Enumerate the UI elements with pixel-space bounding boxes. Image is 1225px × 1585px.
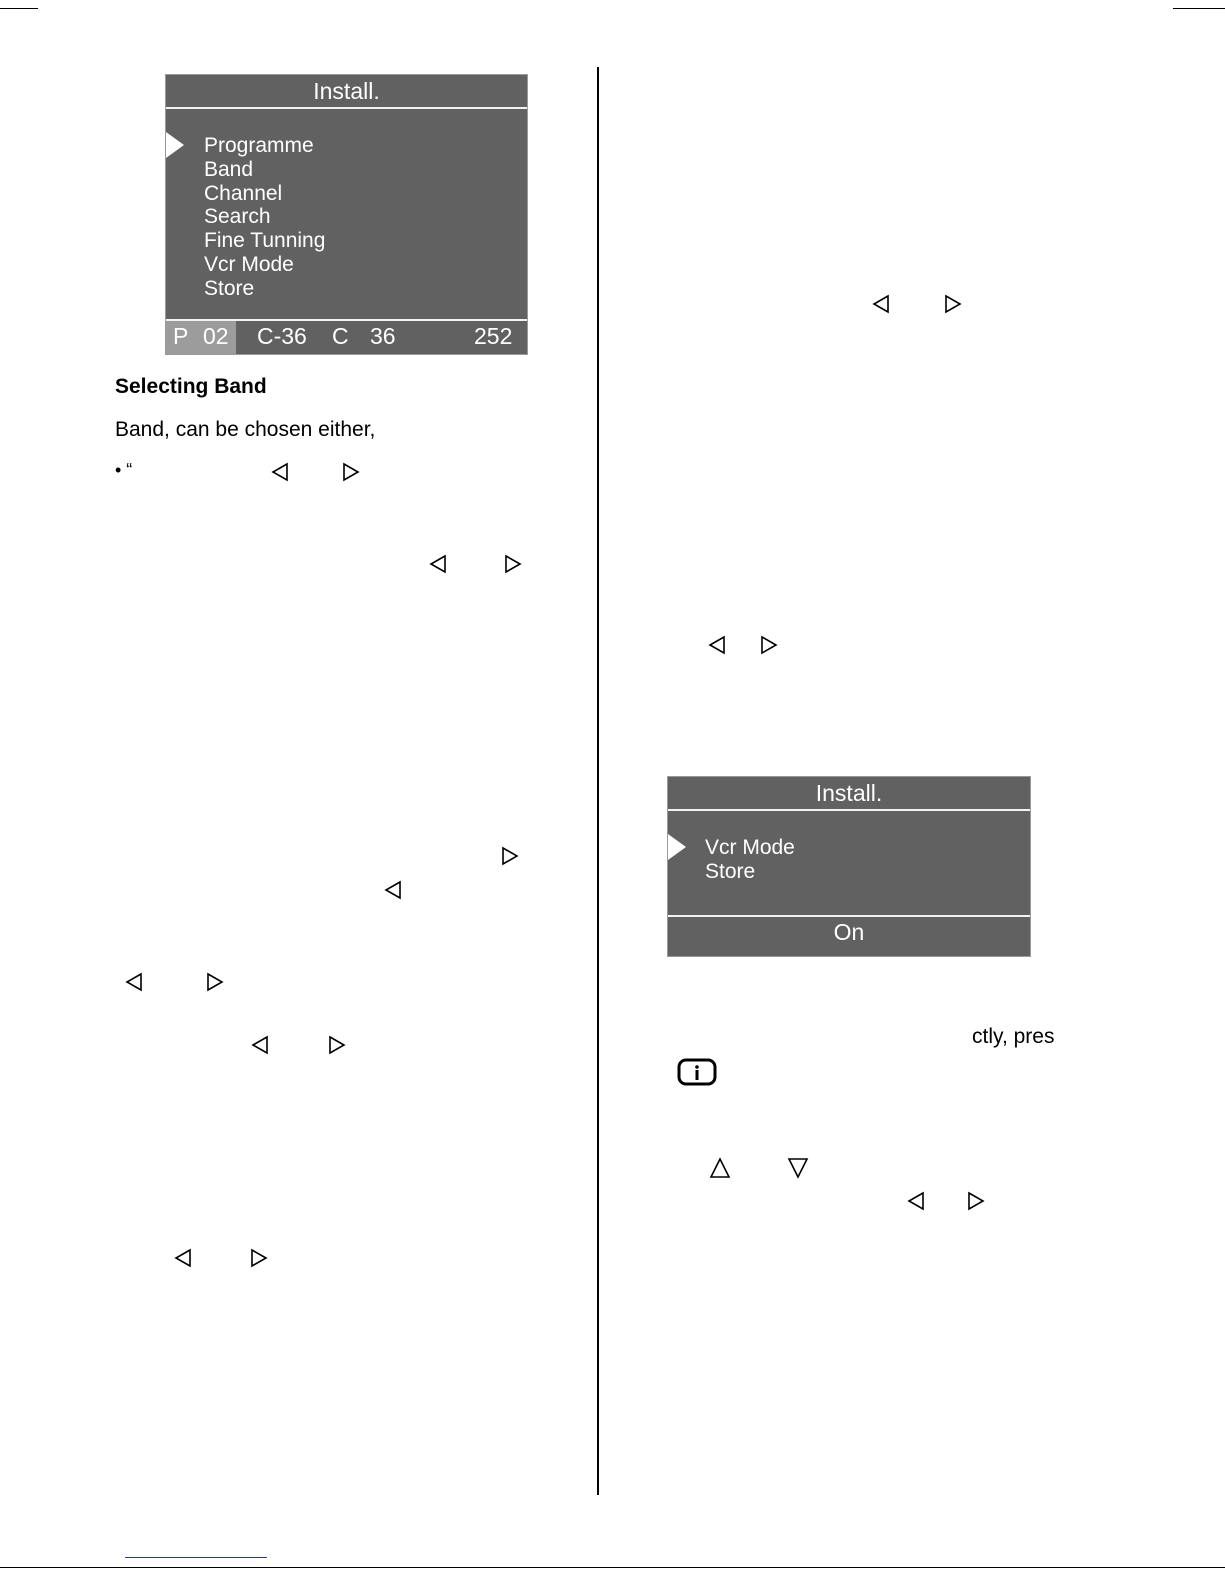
vcr-mode-menu: [667, 776, 1031, 957]
left-triangle-icon: [428, 554, 448, 574]
bullet-open-quote: • “: [115, 460, 133, 480]
menu-item-vcr-mode[interactable]: Vcr Mode: [705, 836, 795, 859]
left-triangle-icon: [124, 972, 144, 992]
left-triangle-icon: [173, 1248, 193, 1268]
menu-item-search[interactable]: Search: [204, 205, 271, 228]
right-triangle-icon: [943, 294, 963, 314]
column-divider: [597, 67, 599, 1495]
menu-title: Install.: [815, 780, 883, 806]
menu-title: Install.: [313, 78, 380, 104]
info-button-icon: [677, 1058, 717, 1086]
menu-item-vcr-mode[interactable]: Vcr Mode: [204, 253, 294, 276]
status-p-label: P: [173, 323, 189, 349]
menu-title-rule: [668, 809, 1030, 811]
right-triangle-icon: [341, 462, 361, 482]
selection-pointer-icon: [166, 132, 184, 158]
vcr-mode-status: On: [833, 919, 865, 945]
status-bar: [166, 321, 527, 354]
status-channel-number: 36: [370, 323, 396, 349]
status-p-value: 02: [203, 323, 229, 349]
left-triangle-icon: [270, 462, 290, 482]
right-triangle-icon: [759, 635, 779, 655]
footer-rule: [125, 1557, 267, 1558]
left-triangle-icon: [707, 635, 727, 655]
up-triangle-icon: [709, 1157, 731, 1179]
right-triangle-icon: [205, 972, 225, 992]
left-triangle-icon: [383, 880, 403, 900]
menu-item-band[interactable]: Band: [204, 158, 254, 181]
right-triangle-icon: [500, 846, 520, 866]
intro-text: Band, can be chosen either,: [115, 418, 376, 441]
right-triangle-icon: [966, 1191, 986, 1211]
left-triangle-icon: [906, 1191, 926, 1211]
selection-pointer-icon: [668, 834, 686, 860]
status-band: C: [332, 323, 349, 349]
section-heading: Selecting Band: [115, 375, 267, 398]
status-frequency: 252: [474, 323, 513, 349]
status-channel-code: C-36: [257, 323, 307, 349]
menu-item-store[interactable]: Store: [204, 277, 255, 300]
menu-item-fine-tunning[interactable]: Fine Tunning: [204, 229, 326, 252]
right-triangle-icon: [327, 1035, 347, 1055]
right-triangle-icon: [249, 1248, 269, 1268]
menu-item-programme[interactable]: Programme: [204, 134, 314, 157]
menu-item-store[interactable]: Store: [705, 860, 756, 883]
menu-title-rule: [166, 107, 527, 109]
left-triangle-icon: [871, 294, 891, 314]
instruction-fragment: ctly, pres: [972, 1025, 1055, 1048]
crop-mark-top-right: [1173, 8, 1225, 9]
install-menu: [165, 74, 528, 355]
crop-mark-top-left: [0, 8, 38, 9]
status-rule: [668, 915, 1030, 917]
crop-mark-bottom: [0, 1567, 1225, 1568]
left-triangle-icon: [250, 1035, 270, 1055]
down-triangle-icon: [787, 1157, 809, 1179]
menu-item-channel[interactable]: Channel: [204, 182, 283, 205]
right-triangle-icon: [503, 554, 523, 574]
